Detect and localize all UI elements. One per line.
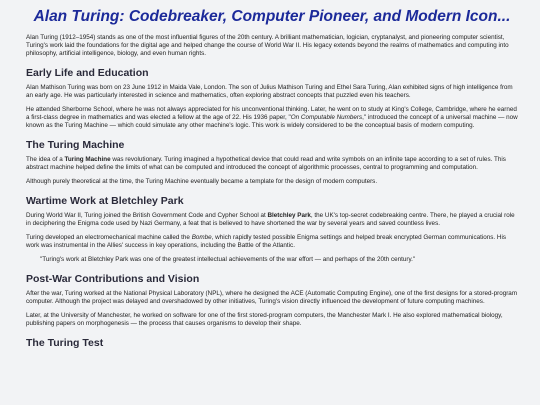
emphasis-bombe: Bombe: [191, 234, 212, 241]
section-heading-turing-machine: The Turing Machine: [26, 139, 125, 151]
section-heading-post-war: Post-War Contributions and Vision: [26, 273, 200, 285]
text-fragment: ," introduced the concept of a universal machine — now known as the Turing Machine — which could simulate any other machine's logic. This work is widely considered to be the conceptual basis of modern computing.: [26, 114, 518, 129]
strong-bletchley-park: Bletchley Park: [267, 212, 311, 219]
section-heading-wartime: Wartime Work at Bletchley Park: [26, 195, 184, 207]
post-war-paragraph-2: Later, at the University of Manchester, he worked on software for one of the first stored-program computers, the Manchester Mark I. He also explored mathematical biology, publishing papers on morphogenesis — the process that causes organisms to develop their shape.: [26, 312, 503, 327]
text-fragment: The idea of a: [26, 156, 65, 163]
wartime-paragraph-1: [26, 212, 518, 228]
text-fragment: was revolutionary. Turing imagined a hypothetical device that could read and write symbols on an infinite tape according to a set of rules. This abstract machine helped define the limits of what can be computed and introduced the concept of algorithmic processes, central to programming and computation.: [26, 156, 506, 171]
wartime-paragraph-2: [26, 234, 518, 250]
text-fragment: Turing developed an electromechanical machine called the: [26, 234, 192, 241]
post-war-paragraph-1: After the war, Turing worked at the National Physical Laboratory (NPL), where he designed the ACE (Automatic Computing Engine), one of the first designs for a stored-program computer. Although the project was delayed and overshadowed by other initiatives, Turing's vision directly influenced the development of future computing machines.: [26, 290, 518, 305]
section-heading-turing-test: The Turing Test: [26, 337, 104, 349]
text-fragment: , the UK's top-secret codebreaking centre. There, he played a crucial role in deciphering the Enigma code used by Nazi Germany, a feat that is believed to have shortened the war by several years and saved countless lives.: [26, 212, 515, 227]
early-life-paragraph-2: [26, 106, 518, 130]
text-fragment: He attended Sherborne School, where he was not always appreciated for his unconventional thinking. Later, he went on to study at King's College, Cambridge, where he earned a first-class degree in mathematics and was elected a fellow at the age of 22. His 1936 paper, ": [26, 106, 517, 121]
turing-machine-paragraph-1: [26, 156, 518, 172]
turing-machine-paragraph-2: Although purely theoretical at the time, the Turing Machine eventually became a template for the design of modern computers.: [26, 178, 378, 185]
intro-paragraph: Alan Turing (1912–1954) stands as one of the most influential figures of the 20th century. A brilliant mathematician, logician, cryptanalyst, and pioneering computer scientist, Turing's work laid the foundations for the digital age and helped change the course of World War II. His legacy extends beyond the realms of mathematics and computing into philosophy, artificial intelligence, biology, and even human rights.: [26, 34, 509, 57]
wartime-quote: "Turing's work at Bletchley Park was one of the greatest intellectual achievements of the war effort — and perhaps of the 20th century.": [40, 256, 416, 263]
page-title: Alan Turing: Codebreaker, Computer Pioneer, and Modern Icon...: [33, 8, 511, 25]
section-heading-early-life: Early Life and Education: [26, 67, 149, 79]
early-life-paragraph-1: Alan Mathison Turing was born on 23 June 1912 in Maida Vale, London. The son of Julius Mathison Turing and Ethel Sara Turing, Alan exhibited signs of high intelligence from an early age. He was particularly interested in science and mathematics, often exploring abstract concepts that puzzled even his teachers.: [26, 84, 513, 99]
text-fragment: During World War II, Turing joined the British Government Code and Cypher School at: [26, 212, 268, 219]
emphasis-paper-title: On Computable Numbers: [290, 114, 363, 121]
strong-turing-machine: Turing Machine: [64, 156, 111, 163]
text-fragment: , which rapidly tested possible Enigma settings and helped break encrypted German communications. His work was instrumental in the Allies' success in key operations, including the Battle of the Atlantic.: [26, 234, 506, 249]
